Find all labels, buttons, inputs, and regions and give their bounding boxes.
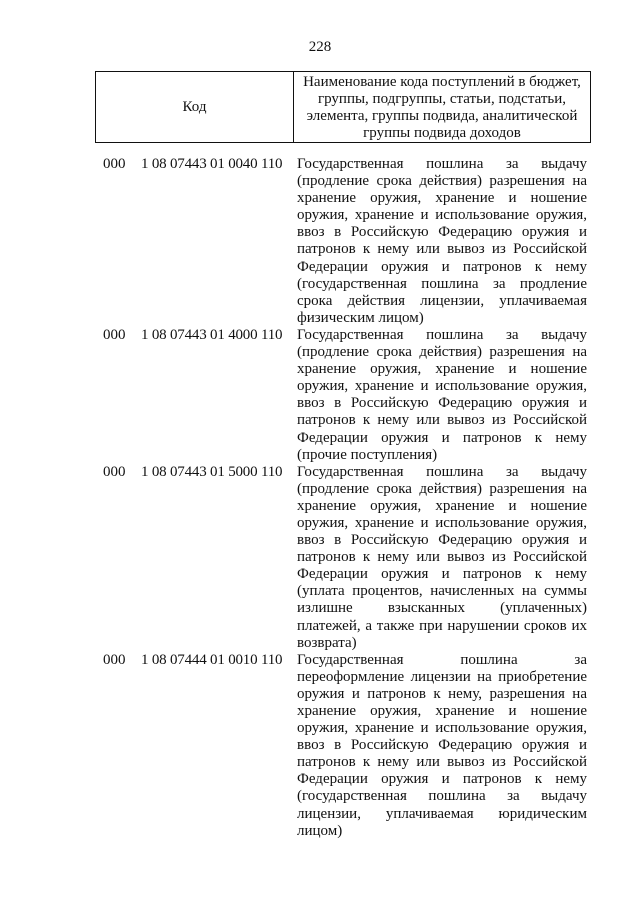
table-row <box>0 464 640 652</box>
revenue-description: Государственная пошлина за выдачу (продление срока действия) разрешения на хранение оружия, хранение и ношение оружия, хранение и использование оружия, ввоз в Российскую Федерацию оружия и патронов к нему или вывоз из Российской Федерации оружия и патронов к нему (государственная пошлина за продление срока действия лицензии, уплачиваемая физическим лицом) <box>297 156 587 326</box>
name-column-header: Наименование кода поступлений в бюджет, группы, подгруппы, статьи, подстатьи, элемента, группы подвида, аналитической группы подвида доходов <box>294 72 591 143</box>
admin-code: 000 <box>103 326 126 343</box>
admin-code: 000 <box>103 463 126 480</box>
admin-code: 000 <box>103 156 126 172</box>
table-header-row <box>96 72 591 143</box>
page-number: 228 <box>308 39 332 55</box>
revenue-description: Государственная пошлина за выдачу (продление срока действия) разрешения на хранение оружия, хранение и ношение оружия, хранение и использование оружия, ввоз в Российскую Федерацию оружия и патронов к нему или вывоз из Российской Федерации оружия и патронов к нему (прочие поступления) <box>297 326 587 463</box>
revenue-code: 1 08 07443 01 4000 110 <box>141 326 283 343</box>
table-row <box>0 652 640 840</box>
revenue-code: 1 08 07444 01 0010 110 <box>141 651 283 668</box>
revenue-code: 1 08 07443 01 0040 110 <box>141 156 283 172</box>
admin-code: 000 <box>103 651 126 668</box>
code-column-header: Код <box>96 72 294 143</box>
table-row <box>0 156 640 327</box>
entries-list <box>0 156 640 840</box>
revenue-code: 1 08 07443 01 5000 110 <box>141 463 283 480</box>
table-header <box>95 71 591 143</box>
table-row <box>0 327 640 464</box>
revenue-description: Государственная пошлина за выдачу (продление срока действия) разрешения на хранение оружия, хранение и ношение оружия, хранение и использование оружия, ввоз в Российскую Федерацию оружия и патронов к нему или вывоз из Российской Федерации оружия и патронов к нему (уплата процентов, начисленных на суммы излишне взысканных (уплаченных) платежей, а также при нарушении сроков их возврата) <box>297 463 587 651</box>
revenue-description: Государственная пошлина за переоформление лицензии на приобретение оружия и патронов к нему, разрешения на хранение оружия, хранение и ношение оружия, хранение и использование оружия, ввоз в Российскую Федерацию оружия и патронов к нему или вывоз из Российской Федерации оружия и патронов к нему (государственная пошлина за выдачу лицензии, уплачиваемая юридическим лицом) <box>297 651 587 839</box>
